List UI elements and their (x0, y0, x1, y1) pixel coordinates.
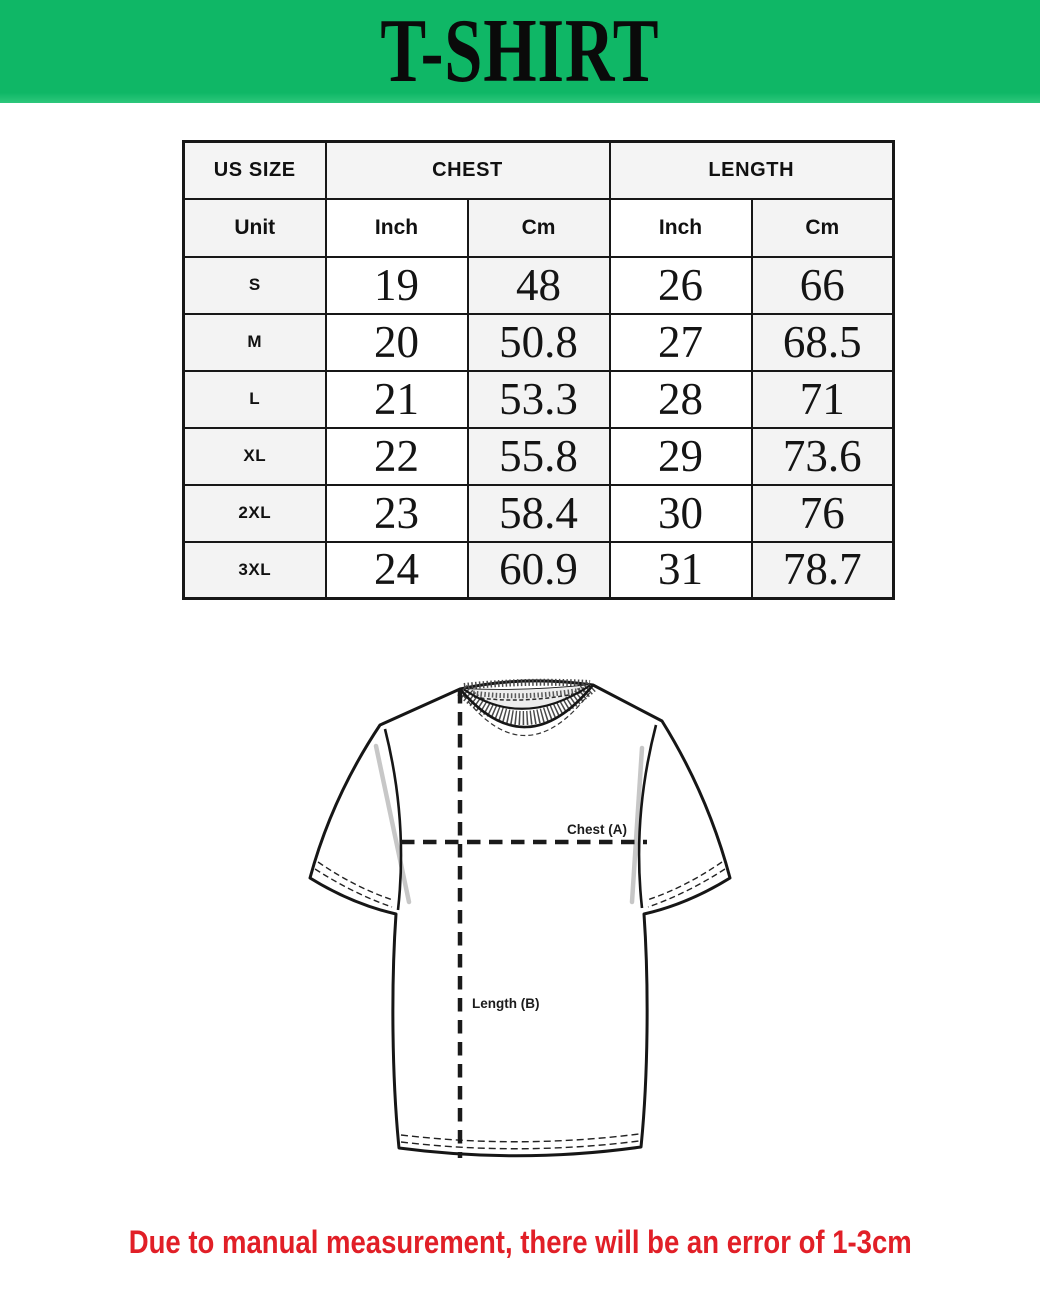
length-cm-cell: 71 (752, 371, 894, 428)
chest-inch-cell: 24 (326, 542, 468, 599)
tshirt-body-outline (310, 681, 730, 1156)
length-inch-cell: 26 (610, 257, 752, 314)
unit-header-length-cm: Cm (752, 199, 894, 257)
page-title: T-SHIRT (380, 0, 660, 102)
size-row-2xl (184, 485, 894, 542)
length-inch-cell: 28 (610, 371, 752, 428)
group-header-row (184, 142, 894, 199)
size-chart-table (182, 140, 895, 600)
length-inch-cell: 27 (610, 314, 752, 371)
length-label: Length (B) (472, 996, 540, 1011)
size-cell: L (184, 371, 326, 428)
chest-cm-cell: 48 (468, 257, 610, 314)
tshirt-drawing (270, 650, 770, 1180)
col-header-chest: CHEST (326, 142, 610, 199)
length-cm-cell: 76 (752, 485, 894, 542)
chest-inch-cell: 20 (326, 314, 468, 371)
size-row-3xl (184, 542, 894, 599)
disclaimer-row (0, 1224, 1040, 1261)
size-row-l (184, 371, 894, 428)
length-inch-cell: 30 (610, 485, 752, 542)
size-cell: S (184, 257, 326, 314)
disclaimer-text: Due to manual measurement, there will be an error of 1-3cm (128, 1224, 912, 1260)
unit-header-chest-inch: Inch (326, 199, 468, 257)
chest-label: Chest (A) (567, 822, 627, 837)
unit-header-unit: Unit (184, 199, 326, 257)
size-cell: 3XL (184, 542, 326, 599)
length-inch-cell: 31 (610, 542, 752, 599)
chest-cm-cell: 50.8 (468, 314, 610, 371)
title-banner (0, 0, 1040, 103)
chest-cm-cell: 60.9 (468, 542, 610, 599)
size-row-m (184, 314, 894, 371)
length-cm-cell: 78.7 (752, 542, 894, 599)
col-header-us-size: US SIZE (184, 142, 326, 199)
unit-header-length-inch: Inch (610, 199, 752, 257)
chest-inch-cell: 23 (326, 485, 468, 542)
unit-header-row (184, 199, 894, 257)
tshirt-measurement-diagram (270, 650, 770, 1180)
length-cm-cell: 73.6 (752, 428, 894, 485)
chest-cm-cell: 53.3 (468, 371, 610, 428)
chest-inch-cell: 19 (326, 257, 468, 314)
size-row-s (184, 257, 894, 314)
chest-inch-cell: 22 (326, 428, 468, 485)
size-cell: XL (184, 428, 326, 485)
length-cm-cell: 66 (752, 257, 894, 314)
size-row-xl (184, 428, 894, 485)
chest-cm-cell: 55.8 (468, 428, 610, 485)
chest-inch-cell: 21 (326, 371, 468, 428)
col-header-length: LENGTH (610, 142, 894, 199)
chest-cm-cell: 58.4 (468, 485, 610, 542)
length-cm-cell: 68.5 (752, 314, 894, 371)
size-cell: M (184, 314, 326, 371)
length-inch-cell: 29 (610, 428, 752, 485)
size-cell: 2XL (184, 485, 326, 542)
unit-header-chest-cm: Cm (468, 199, 610, 257)
